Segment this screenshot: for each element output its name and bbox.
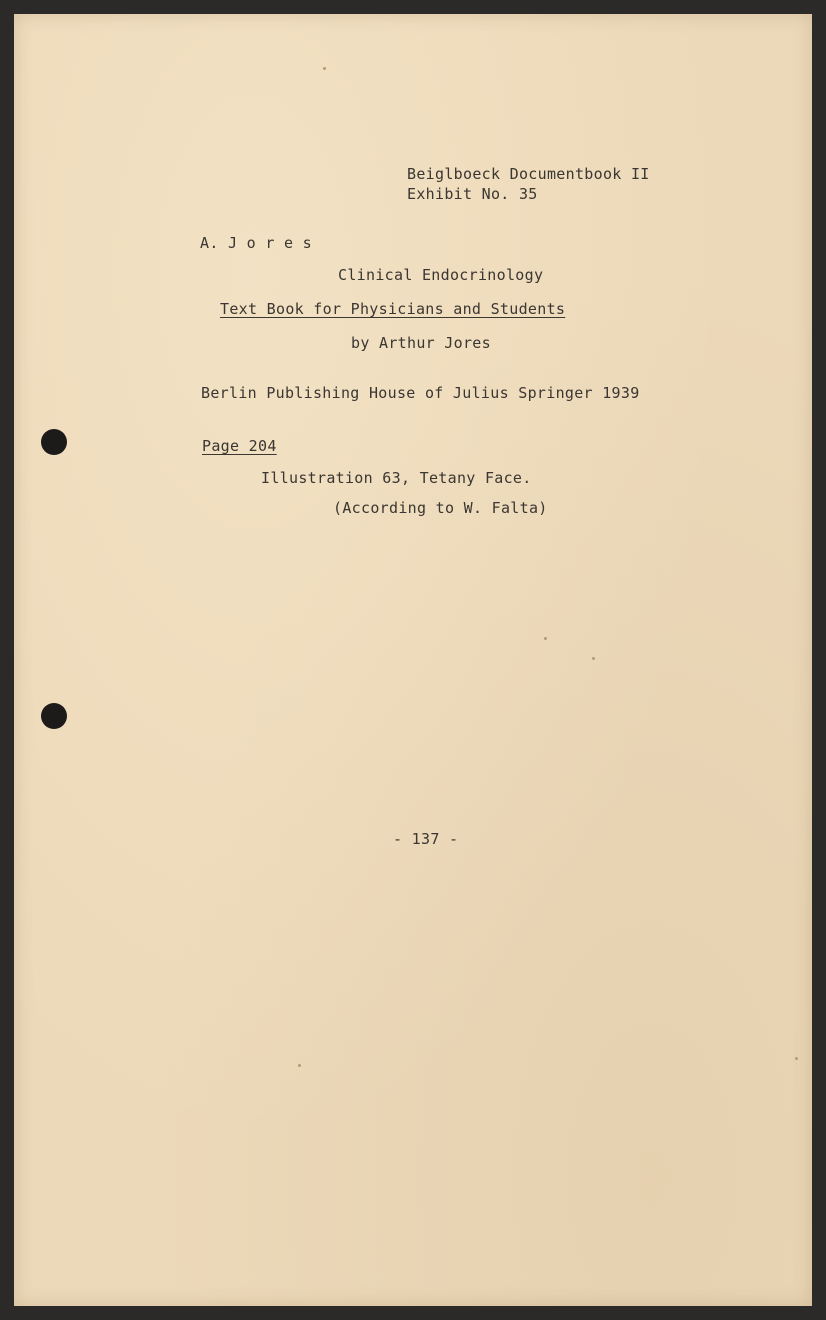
illustration-source: (According to W. Falta) <box>333 499 548 517</box>
illustration-caption: Illustration 63, Tetany Face. <box>261 469 532 487</box>
book-subtitle: Text Book for Physicians and Students <box>220 300 566 318</box>
page-reference: Page 204 <box>202 437 277 455</box>
book-title: Clinical Endocrinology <box>338 266 544 284</box>
exhibit-number: Exhibit No. 35 <box>407 185 538 203</box>
punch-hole-top <box>41 429 67 455</box>
paper-speck <box>795 1057 798 1060</box>
page-number: - 137 - <box>393 830 459 848</box>
paper-speck <box>323 67 326 70</box>
paper-speck <box>298 1064 301 1067</box>
publisher-line: Berlin Publishing House of Julius Springer 1939 <box>201 384 640 402</box>
author-heading: A. J o r e s <box>200 234 312 252</box>
book-byline: by Arthur Jores <box>351 334 491 352</box>
documentbook-label: Beiglboeck Documentbook II <box>407 165 650 183</box>
document-page <box>14 14 812 1306</box>
punch-hole-bottom <box>41 703 67 729</box>
paper-speck <box>592 657 595 660</box>
paper-speck <box>544 637 547 640</box>
